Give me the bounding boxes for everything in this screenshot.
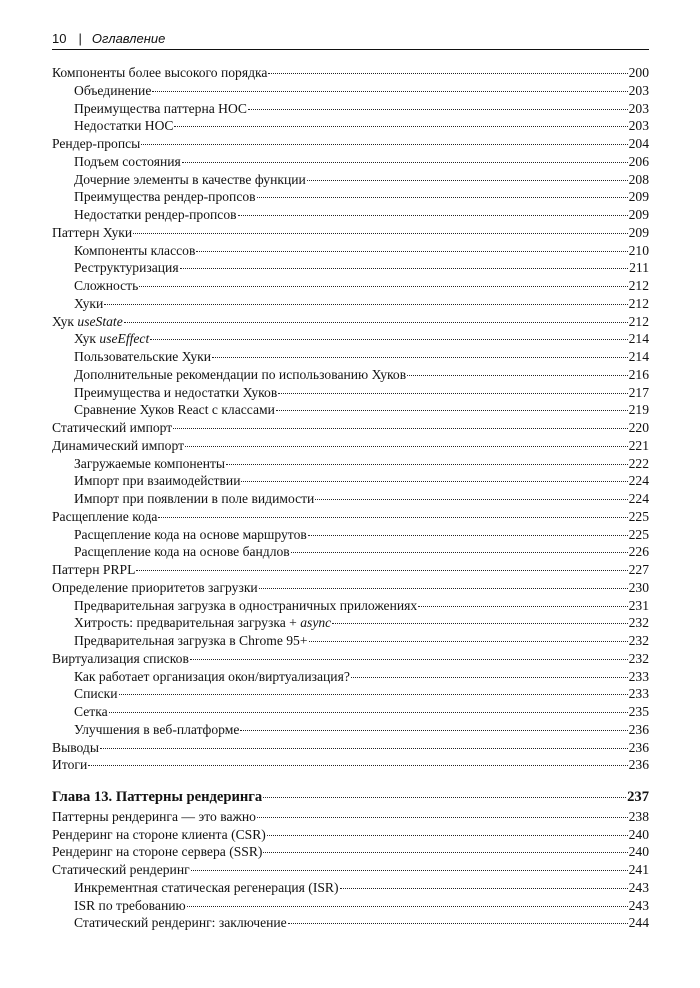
chapter-page: 237 xyxy=(627,789,649,805)
dot-leader xyxy=(351,677,628,678)
toc-entry-label: Предварительная загрузка в Chrome 95+ xyxy=(74,633,308,648)
toc-entry[interactable] xyxy=(52,401,649,419)
toc-entry[interactable] xyxy=(52,224,649,242)
toc-entry-page: 238 xyxy=(628,808,649,824)
toc-entry-label: Статический импорт xyxy=(52,420,173,435)
toc-entry[interactable] xyxy=(52,808,649,826)
dot-leader xyxy=(109,712,628,713)
page-number: 10 xyxy=(52,31,67,46)
toc-entry-page: 233 xyxy=(628,686,649,702)
dot-leader xyxy=(291,552,628,553)
toc-entry-label: Недостатки HOC xyxy=(74,118,174,134)
dot-leader xyxy=(263,797,626,798)
toc-entry-label: Итоги xyxy=(52,757,88,773)
toc-entry-label-text: Хук xyxy=(52,313,78,329)
toc-entry-page: 209 xyxy=(628,207,649,222)
toc-entry-label: Загружаемые компоненты xyxy=(74,455,226,471)
toc-entry-label: Импорт при появлении в поле видимости xyxy=(74,491,315,506)
toc-entry[interactable] xyxy=(52,82,649,100)
dot-leader xyxy=(276,410,628,411)
toc-entry-label: Преимущества и недостатки Хуков xyxy=(74,384,278,400)
toc-entry-label: Преимущества паттерна HOC xyxy=(74,100,247,116)
toc-entry-page: 225 xyxy=(628,526,649,542)
dot-leader xyxy=(139,286,627,287)
dot-leader xyxy=(152,91,627,92)
toc-entry-label-code: useEffect xyxy=(99,331,150,347)
toc-entry-label: Расщепление кода на основе бандлов xyxy=(74,544,290,560)
dot-leader xyxy=(133,233,627,234)
toc-entry-label: Выводы xyxy=(52,739,99,755)
header-rule xyxy=(52,49,649,50)
toc-entry[interactable] xyxy=(52,295,649,313)
toc-entry[interactable] xyxy=(52,259,649,277)
toc-entry-label: Реструктуризация xyxy=(74,260,179,276)
toc-entry[interactable] xyxy=(52,650,649,668)
dot-leader xyxy=(150,339,627,340)
toc-entry-page: 232 xyxy=(628,650,649,666)
toc-entry-label: Объединение xyxy=(74,82,152,98)
toc-entry[interactable] xyxy=(52,348,649,366)
toc-entry-label: Списки xyxy=(74,686,118,702)
toc-chapter-heading[interactable] xyxy=(52,789,649,807)
toc-entry-page: 203 xyxy=(628,82,649,98)
dot-leader xyxy=(267,835,628,836)
toc-entry-label: Динамический импорт xyxy=(52,437,185,453)
header-separator: | xyxy=(78,31,82,46)
toc-entry[interactable] xyxy=(52,100,649,118)
toc-entry-page: 210 xyxy=(628,242,649,258)
toc-entry-label: Подъем состояния xyxy=(74,153,181,169)
toc-entry-page: 208 xyxy=(628,171,649,187)
dot-leader xyxy=(174,126,627,127)
section-title: Оглавление xyxy=(91,31,166,46)
toc-entry-page: 214 xyxy=(628,349,649,364)
dot-leader xyxy=(241,481,627,482)
toc-entry[interactable] xyxy=(52,490,649,508)
toc-entry[interactable] xyxy=(52,384,649,402)
dot-leader xyxy=(212,357,628,358)
dot-leader xyxy=(257,817,628,818)
toc-entry-page: 236 xyxy=(628,721,649,737)
dot-leader xyxy=(158,517,627,518)
toc-entry-label: Хуки xyxy=(74,295,104,311)
dot-leader xyxy=(268,73,627,74)
toc-entry-label: Паттерн PRPL xyxy=(52,562,136,577)
toc-entry[interactable] xyxy=(52,153,649,171)
toc-entry[interactable] xyxy=(52,419,649,437)
toc-entry-page: 240 xyxy=(628,844,649,860)
toc-entry-page: 233 xyxy=(628,668,649,684)
toc-entry-page: 204 xyxy=(628,136,649,151)
toc-entry-page: 227 xyxy=(628,562,649,577)
dot-leader xyxy=(124,322,628,323)
toc-entry[interactable] xyxy=(52,914,649,932)
toc-entry[interactable] xyxy=(52,135,649,153)
toc-entry[interactable] xyxy=(52,739,649,757)
toc-entry-page: 200 xyxy=(628,65,649,80)
toc-entry-page: 206 xyxy=(628,153,649,169)
toc-entry[interactable] xyxy=(52,668,649,686)
table-of-contents xyxy=(52,64,649,932)
toc-entry-label xyxy=(74,330,149,348)
dot-leader xyxy=(309,641,628,642)
dot-leader xyxy=(190,659,628,660)
toc-entry-page: 224 xyxy=(628,473,649,489)
toc-entry-label: Расщепление кода на основе маршрутов xyxy=(74,526,307,542)
dot-leader xyxy=(182,162,628,163)
toc-entry[interactable] xyxy=(52,277,649,295)
toc-entry-label: Статический рендеринг: заключение xyxy=(74,915,287,931)
toc-entry-label-code: async xyxy=(300,615,332,631)
dot-leader xyxy=(332,623,627,624)
toc-entry-page: 212 xyxy=(628,278,649,293)
toc-entry-label: Рендер-пропсы xyxy=(52,136,141,151)
toc-entry-page: 240 xyxy=(628,826,649,842)
toc-entry-page: 244 xyxy=(628,915,649,931)
toc-entry-page: 219 xyxy=(628,402,649,418)
dot-leader xyxy=(308,535,628,536)
toc-entry[interactable] xyxy=(52,861,649,879)
dot-leader xyxy=(226,464,628,465)
toc-entry-label: Расщепление кода xyxy=(52,508,158,524)
dot-leader xyxy=(263,852,627,853)
dot-leader xyxy=(238,215,628,216)
toc-entry[interactable] xyxy=(52,561,649,579)
toc-entry[interactable] xyxy=(52,721,649,739)
toc-entry-page: 214 xyxy=(628,331,649,347)
toc-entry-page: 243 xyxy=(628,879,649,895)
toc-entry[interactable] xyxy=(52,188,649,206)
dot-leader xyxy=(196,251,627,252)
toc-entry-page: 232 xyxy=(628,633,649,648)
running-head xyxy=(52,30,649,48)
toc-entry[interactable] xyxy=(52,685,649,703)
toc-entry-page: 217 xyxy=(628,384,649,400)
toc-entry[interactable] xyxy=(52,171,649,189)
dot-leader xyxy=(180,268,629,269)
toc-entry-page: 220 xyxy=(628,420,649,435)
toc-entry[interactable] xyxy=(52,330,649,348)
toc-entry[interactable] xyxy=(52,117,649,135)
toc-entry-label-text: Хитрость: предварительная загрузка + xyxy=(74,615,301,631)
dot-leader xyxy=(119,694,628,695)
toc-entry-page: 224 xyxy=(628,491,649,506)
toc-entry[interactable] xyxy=(52,579,649,597)
toc-entry-label-code: useState xyxy=(77,313,123,329)
toc-entry-page: 235 xyxy=(628,704,649,719)
dot-leader xyxy=(307,180,628,181)
toc-entry-page: 212 xyxy=(628,295,649,311)
toc-entry-page: 209 xyxy=(628,224,649,240)
dot-leader xyxy=(141,144,627,145)
toc-entry-page: 243 xyxy=(628,897,649,913)
toc-entry-label: ISR по требованию xyxy=(74,897,186,913)
toc-entry-label: Рендеринг на стороне сервера (SSR) xyxy=(52,844,263,860)
toc-entry-label xyxy=(52,313,123,331)
toc-entry-page: 225 xyxy=(628,508,649,524)
chapter-title: Глава 13. Паттерны рендеринга xyxy=(52,789,263,805)
dot-leader xyxy=(288,923,628,924)
toc-entry[interactable] xyxy=(52,526,649,544)
toc-entry-page: 236 xyxy=(628,757,649,773)
toc-entry[interactable] xyxy=(52,897,649,915)
toc-entry-label: Паттерн Хуки xyxy=(52,224,133,240)
dot-leader xyxy=(136,570,627,571)
toc-entry-label: Рендеринг на стороне клиента (CSR) xyxy=(52,826,266,842)
toc-entry-label: Сравнение Хуков React с классами xyxy=(74,402,275,418)
toc-entry-label: Виртуализация списков xyxy=(52,650,189,666)
toc-entry-label: Сетка xyxy=(74,704,108,719)
toc-entry[interactable] xyxy=(52,472,649,490)
dot-leader xyxy=(418,606,627,607)
toc-entry-label: Пользовательские Хуки xyxy=(74,349,212,364)
toc-entry-label: Дополнительные рекомендации по использованию Хуков xyxy=(74,366,407,382)
toc-entry-label-text: Хук xyxy=(74,331,100,347)
toc-entry[interactable] xyxy=(52,632,649,650)
toc-entry-page: 216 xyxy=(628,366,649,382)
dot-leader xyxy=(185,446,628,447)
toc-entry-page: 230 xyxy=(628,579,649,595)
dot-leader xyxy=(187,906,628,907)
toc-entry[interactable] xyxy=(52,64,649,82)
toc-entry-label: Предварительная загрузка в одностраничных приложениях xyxy=(74,597,418,613)
toc-entry[interactable] xyxy=(52,313,649,331)
dot-leader xyxy=(240,730,627,731)
toc-entry[interactable] xyxy=(52,508,649,526)
toc-entry-page: 209 xyxy=(628,189,649,205)
toc-entry-page: 241 xyxy=(628,862,649,877)
dot-leader xyxy=(104,304,627,305)
toc-entry-label: Статический рендеринг xyxy=(52,862,190,877)
toc-entry[interactable] xyxy=(52,879,649,897)
toc-entry-label: Улучшения в веб-платформе xyxy=(74,721,240,737)
toc-entry[interactable] xyxy=(52,543,649,561)
dot-leader xyxy=(259,588,628,589)
toc-entry-label: Как работает организация окон/виртуализация? xyxy=(74,668,350,684)
dot-leader xyxy=(100,748,628,749)
toc-entry-label: Импорт при взаимодействии xyxy=(74,473,241,489)
toc-entry-label: Дочерние элементы в качестве функции xyxy=(74,171,306,187)
dot-leader xyxy=(407,375,627,376)
toc-entry[interactable] xyxy=(52,703,649,721)
dot-leader xyxy=(315,499,627,500)
toc-entry-label: Определение приоритетов загрузки xyxy=(52,579,258,595)
toc-entry-label: Инкрементная статическая регенерация (ISR) xyxy=(74,879,339,895)
toc-entry-page: 236 xyxy=(628,739,649,755)
toc-entry-page: 203 xyxy=(628,118,649,134)
toc-entry-label: Компоненты более высокого порядка xyxy=(52,65,268,80)
toc-entry-page: 232 xyxy=(628,615,649,631)
toc-entry-label: Паттерны рендеринга — это важно xyxy=(52,808,256,824)
toc-entry[interactable] xyxy=(52,366,649,384)
dot-leader xyxy=(278,393,627,394)
toc-entry-page: 222 xyxy=(628,455,649,471)
dot-leader xyxy=(88,765,627,766)
toc-entry-page: 211 xyxy=(629,260,649,276)
toc-entry-label: Компоненты классов xyxy=(74,242,196,258)
toc-entry-page: 226 xyxy=(628,544,649,560)
toc-entry-label: Преимущества рендер-пропсов xyxy=(74,189,256,205)
toc-entry[interactable] xyxy=(52,455,649,473)
toc-entry-page: 203 xyxy=(628,100,649,116)
toc-entry-page: 231 xyxy=(628,597,649,613)
toc-entry[interactable] xyxy=(52,242,649,260)
toc-entry-page: 221 xyxy=(628,437,649,453)
toc-entry[interactable] xyxy=(52,826,649,844)
dot-leader xyxy=(340,888,628,889)
toc-entry[interactable] xyxy=(52,614,649,632)
toc-entry-label xyxy=(74,614,331,632)
toc-entry-page: 212 xyxy=(628,313,649,329)
toc-entry[interactable] xyxy=(52,206,649,224)
dot-leader xyxy=(248,109,628,110)
toc-entry-label: Сложность xyxy=(74,278,139,293)
dot-leader xyxy=(257,197,628,198)
dot-leader xyxy=(173,428,627,429)
toc-entry[interactable] xyxy=(52,437,649,455)
toc-entry[interactable] xyxy=(52,597,649,615)
toc-entry-label: Недостатки рендер-пропсов xyxy=(74,207,237,222)
dot-leader xyxy=(191,870,628,871)
toc-entry[interactable] xyxy=(52,843,649,861)
toc-entry[interactable] xyxy=(52,756,649,774)
